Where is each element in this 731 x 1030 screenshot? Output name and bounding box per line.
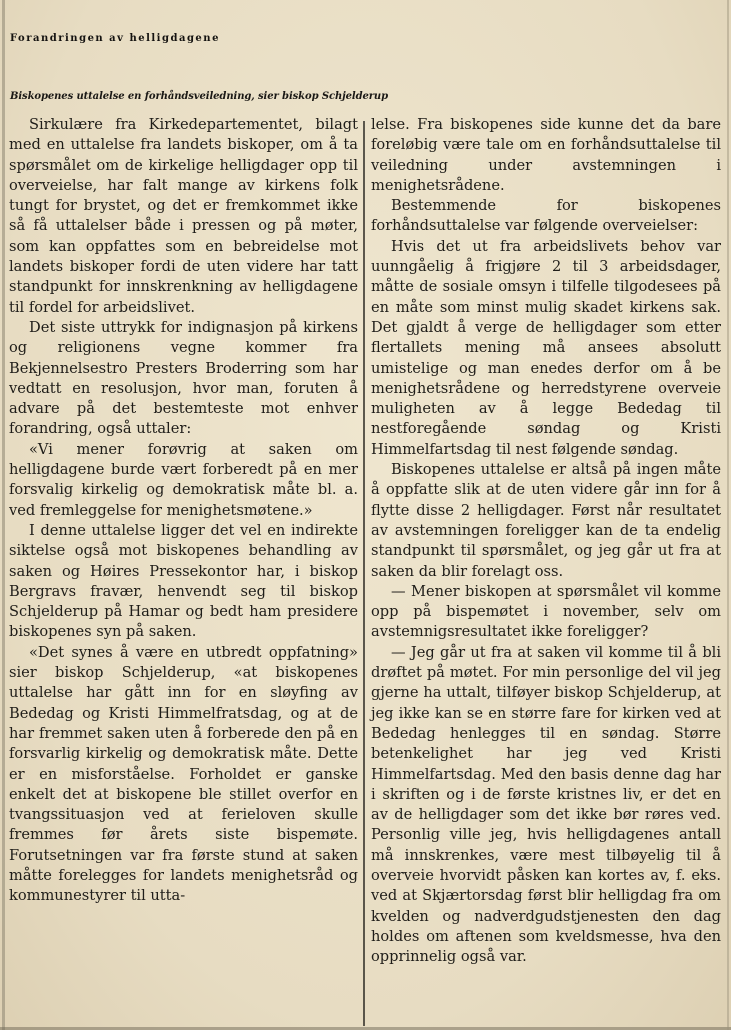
paragraph: Biskopenes uttalelse er altså på ingen måte å oppfatte slik at de uten videre går inn for å flytte disse 2 helligdager. Først når resultatet av avstemningen foreligger kan de ta endelig standpunkt til spørsmålet, og jeg går ut fra at saken da blir forelagt oss. — [371, 461, 721, 580]
paragraph: lelse. Fra biskopenes side kunne det da bare foreløbig være tale om en forhåndsuttalelse til veiledning under avstemningen i menighetsrådene. — [371, 116, 721, 194]
paragraph: — Jeg går ut fra at saken vil komme til å bli drøftet på møtet. For min personlige del vil jeg gjerne ha uttalt, tilføyer biskop Schjelderup, at jeg ikke kan se en større fare for kirken ved at Bededag henlegges til en søndag. Større betenkelighet har jeg ved Kristi Himmelfartsdag. Med den basis denne dag har i skriften og i de første kristnes liv, er det en av de helligdager som det ikke bør røres ved. Personlig ville jeg, hvis helligdagenes antall må innskrenkes, være mest tilbøyelig til å overveie hvorvidt påsken kan kortes av, f. eks. ved at Skjærtorsdag først blir helligdag fra om kvelden og nadverdgudstjenesten den dag holdes om aftenen som kveldsmesse, hva den opprinnelig også var. — [371, 643, 721, 966]
paragraph: «Det synes å være en utbredt oppfatning» sier biskop Schjelderup, «at biskopenes uttalelse har gått inn for en sløyfing av Bededag og Kristi Himmelfratsdag, og at de har fremmet saken uten å forberede den på en forsvarlig kirkelig og demokratisk måte. Dette er en misforståelse. Forholdet er ganske enkelt det at biskopene ble stillet overfor en tvangssituasjon ved at ferieloven skulle fremmes før årets siste bispemøte. Forutsetningen var fra første stund at saken måtte forelegges for landets menighetsråd og kommunestyrer til utta- — [9, 643, 358, 905]
paragraph: Bestemmende for biskopenes forhåndsuttalelse var følgende overveielser: — [371, 197, 721, 235]
headline: Forandringen av helligdagene — [10, 33, 220, 44]
paragraph: Det siste uttrykk for indignasjon på kirkens og religionens vegne kommer fra Bekjennelsestro Presters Broderring som har vedtatt en resolusjon, hvor man, foruten å advare på det bestemteste mot enhver forandring, også uttaler: — [9, 318, 358, 438]
paragraph: «Vi mener forøvrig at saken om helligdagene burde vært forberedt på en mer forsvalig kirkelig og demokratisk måte bl. a. ved fremleggelse for menighetsmøtene.» — [9, 440, 358, 519]
right-column — [371, 115, 721, 967]
column-divider — [363, 121, 365, 1026]
paragraph: Hvis det ut fra arbeidslivets behov var uunngåelig å frigjøre 2 til 3 arbeidsdager, måtte de sosiale omsyn i tilfelle tilgodesees på en måte som minst mulig skadet kirkens sak. Det gjaldt å verge de helligdager som etter flertallets mening må ansees absolutt umistelige og man enedes derfor om å be menighetsrådene og herredstyrene overveie muligheten av å legge Bededag til nestforegående søndag og Kristi Himmelfartsdag til nest følgende søndag. — [371, 237, 721, 458]
paragraph: Sirkulære fra Kirkedepartementet, bilagt med en uttalelse fra landets biskoper, om å ta spørsmålet om de kirkelige helligdager opp til overveielse, har falt mange av kirkens folk tungt for brystet, og det er fremkommet ikke så få uttalelser både i pressen og på møter, som kan oppfattes som en bebreidelse mot landets biskoper fordi de uten videre har tatt standpunkt for innskrenkning av helligdagene til fordel for arbeidslivet. — [9, 116, 358, 316]
article-body — [0, 115, 731, 1030]
subheadline: Biskopenes uttalelse en forhåndsveiledning, sier biskop Schjelderup — [10, 91, 388, 102]
paragraph: — Mener biskopen at spørsmålet vil komme opp på bispemøtet i november, selv om avstemnigsresultatet ikke foreligger? — [371, 582, 721, 641]
left-column — [9, 115, 358, 907]
paragraph: I denne uttalelse ligger det vel en indirekte siktelse også mot biskopenes behandling av saken og Høires Pressekontor har, i biskop Bergravs fravær, henvendt seg til biskop Schjelderup på Hamar og bedt ham presidere biskopenes syn på saken. — [9, 521, 358, 641]
